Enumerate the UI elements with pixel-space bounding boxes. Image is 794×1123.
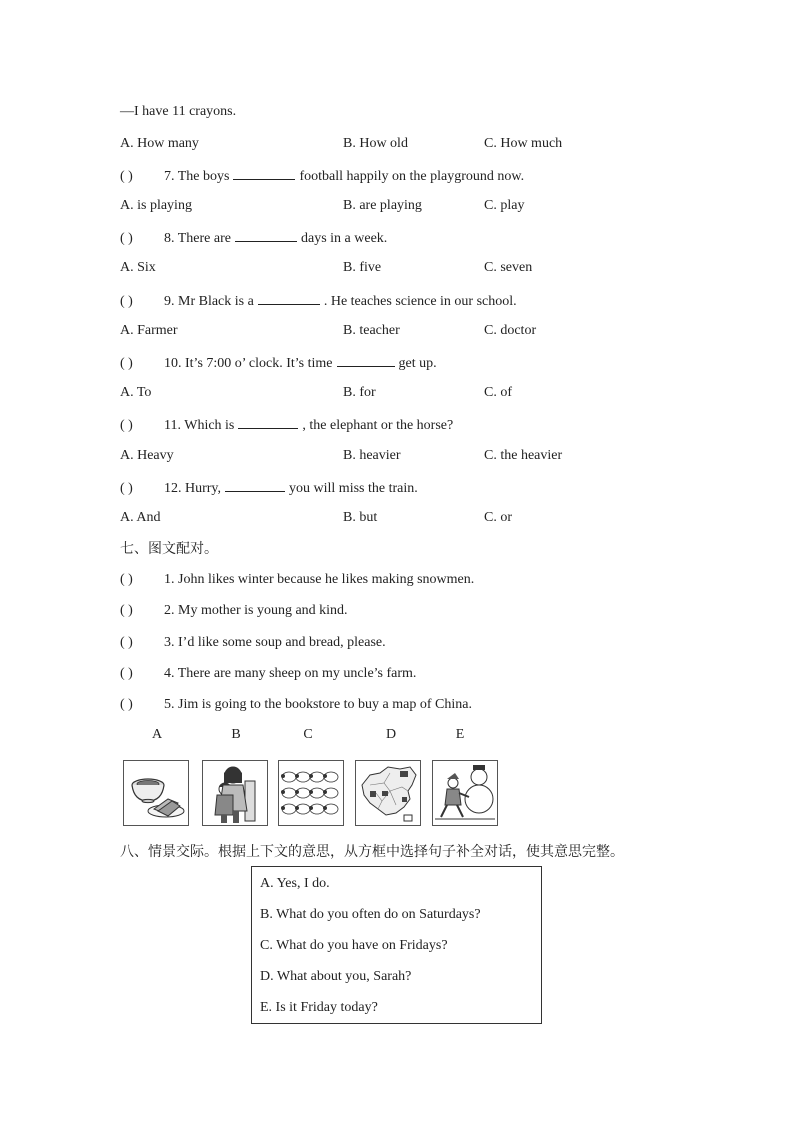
picture-letter-d: D [385, 727, 397, 742]
picture-letter-c: C [303, 727, 313, 742]
answer-paren[interactable]: ( ) [120, 697, 133, 712]
option-c: C. of [484, 385, 512, 400]
answer-paren[interactable]: ( ) [120, 481, 133, 496]
answer-blank[interactable] [238, 414, 298, 429]
option-a: A. How many [120, 136, 199, 151]
matching-item-5 [120, 695, 472, 715]
answer-blank[interactable] [235, 227, 297, 242]
option-c: C. the heavier [484, 448, 563, 463]
question-text: days in a week. [300, 231, 388, 246]
option-a: A. Six [120, 260, 156, 275]
item-text: 3. I’d like some soup and bread, please. [164, 635, 386, 650]
question-12 [120, 477, 418, 497]
option-c: C. How much [484, 136, 563, 151]
question-8 [120, 227, 387, 247]
item-text: 4. There are many sheep on my uncle’s farm. [164, 666, 417, 681]
question-text: 7. The boys [164, 169, 230, 184]
answer-paren[interactable]: ( ) [120, 572, 133, 587]
picture-letter-e: E [455, 727, 465, 742]
box-option-c: C. What do you have on Fridays? [260, 938, 448, 953]
answer-blank[interactable] [233, 165, 295, 180]
box-option-d: D. What about you, Sarah? [260, 969, 412, 984]
question-text: 8. There are [164, 231, 231, 246]
answer-paren[interactable]: ( ) [120, 635, 133, 650]
soup-and-bread-icon [123, 760, 189, 826]
option-a: A. And [120, 510, 161, 525]
question-text: . He teaches science in our school. [323, 294, 517, 309]
question-7 [120, 165, 524, 185]
question-text: 11. Which is [164, 418, 235, 433]
option-b: B. teacher [343, 323, 400, 338]
answer-paren[interactable]: ( ) [120, 603, 133, 618]
option-b: B. are playing [343, 198, 422, 213]
question-text: 12. Hurry, [164, 481, 222, 496]
answer-blank[interactable] [337, 352, 395, 367]
option-b: B. five [343, 260, 382, 275]
question-text: 9. Mr Black is a [164, 294, 254, 309]
sheep-flock-icon [278, 760, 344, 826]
option-b: B. How old [343, 136, 408, 151]
option-c: C. doctor [484, 323, 537, 338]
matching-item-3 [120, 633, 386, 653]
question-text: you will miss the train. [289, 481, 418, 496]
answer-paren[interactable]: ( ) [120, 356, 133, 371]
snowman-icon [432, 760, 498, 826]
options-box [251, 866, 542, 1024]
box-option-e: E. Is it Friday today? [260, 1000, 378, 1015]
question-9 [120, 290, 517, 310]
answer-paren[interactable]: ( ) [120, 666, 133, 681]
answer-paren[interactable]: ( ) [120, 418, 133, 433]
question-text: 10. It’s 7:00 o’ clock. It’s time [164, 356, 333, 371]
option-c: C. or [484, 510, 512, 525]
option-b: B. but [343, 510, 378, 525]
question-text: , the elephant or the horse? [302, 418, 454, 433]
mother-and-child-icon [202, 760, 268, 826]
answer-paren[interactable]: ( ) [120, 294, 133, 309]
matching-item-1 [120, 570, 474, 590]
box-option-a: A. Yes, I do. [260, 876, 330, 891]
option-c: C. play [484, 198, 525, 213]
question-11 [120, 414, 453, 434]
china-map-icon [355, 760, 421, 826]
option-b: B. for [343, 385, 376, 400]
option-a: A. To [120, 385, 152, 400]
answer-paren[interactable]: ( ) [120, 231, 133, 246]
answer-blank[interactable] [225, 477, 285, 492]
matching-item-4 [120, 664, 416, 684]
option-a: A. is playing [120, 198, 192, 213]
option-c: C. seven [484, 260, 533, 275]
matching-item-2 [120, 601, 348, 621]
picture-letter-b: B [231, 727, 241, 742]
option-a: A. Heavy [120, 448, 174, 463]
question-text: football happily on the playground now. [299, 169, 525, 184]
box-option-b: B. What do you often do on Saturdays? [260, 907, 481, 922]
answer-line: —I have 11 crayons. [120, 104, 237, 119]
answer-paren[interactable]: ( ) [120, 169, 133, 184]
answer-blank[interactable] [258, 290, 320, 305]
option-b: B. heavier [343, 448, 401, 463]
item-text: 5. Jim is going to the bookstore to buy a map of China. [164, 697, 472, 712]
question-10 [120, 352, 437, 372]
question-text: get up. [398, 356, 437, 371]
item-text: 2. My mother is young and kind. [164, 603, 348, 618]
picture-letter-a: A [151, 727, 163, 742]
item-text: 1. John likes winter because he likes making snowmen. [164, 572, 475, 587]
section-7-heading: 七、图文配对。 [120, 541, 218, 557]
section-8-heading: 八、情景交际。根据上下文的意思，从方框中选择句子补全对话，使其意思完整。 [120, 844, 624, 860]
option-a: A. Farmer [120, 323, 178, 338]
